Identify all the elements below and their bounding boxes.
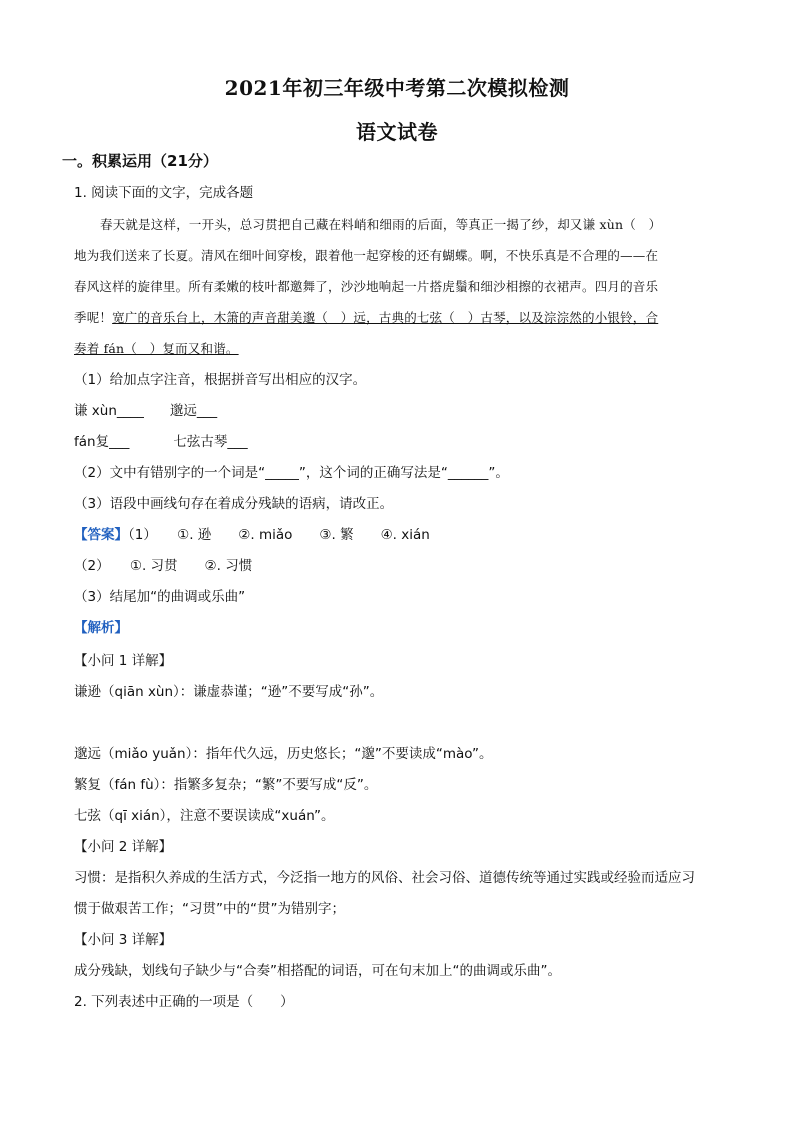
- passage-line-3: 春风这样的旋律里。所有柔嫩的枝叶都邀舞了，沙沙地响起一片搭虎鬚和细沙相擦的衣裙声。四月的音乐: [74, 279, 659, 294]
- detail-2-line-2: 惯于做艰苦工作；“习贯”中的“贯”为错别字；: [74, 901, 345, 917]
- passage-line-4-plain: 季呢！: [74, 310, 113, 325]
- analysis-label: 【解析】: [74, 620, 128, 636]
- answer-1: （1） ①. 逊 ②. miǎo ③. 繁 ④. xián: [128, 527, 430, 543]
- detail-3-line-1: 成分残缺，划线句子缺少与“合奏”相搭配的词语，可在句末加上“的曲调或乐曲”。: [74, 963, 561, 979]
- question-1-prompt: 1. 阅读下面的文字，完成各题: [74, 185, 254, 201]
- exam-subtitle: 语文试卷: [356, 120, 438, 144]
- passage-line-5: 奏着 fán（ ）复而又和谐。: [74, 341, 239, 356]
- sub-question-1: （1）给加点字注音，根据拼音写出相应的汉字。: [74, 372, 367, 388]
- passage-line-4-underlined: 宽广的音乐台上，木箫的声音甜美邈（ ）远，古典的七弦（ ）古琴，以及淙淙然的小银铃，合: [112, 310, 659, 325]
- detail-1-line-3: 繁复（fán fù）：指繁多复杂；“繁”不要写成“反”。: [74, 777, 378, 793]
- fill-row-1: [74, 402, 734, 420]
- fill-fan: fán复___: [74, 434, 130, 450]
- sub-question-2: （2）文中有错别字的一个词是“_____”，这个词的正确写法是“______”。: [74, 465, 509, 481]
- passage-line-4: [74, 309, 734, 327]
- detail-1-line-1: 谦逊（qiān xùn）：谦虚恭谨；“逊”不要写成“孙”。: [74, 684, 384, 700]
- detail-2-label: 【小问 2 详解】: [74, 839, 173, 855]
- answer-3: （3）结尾加“的曲调或乐曲”: [74, 589, 246, 605]
- fill-xun: 谦 xùn____: [74, 403, 144, 419]
- answer-2: （2） ①. 习贯 ②. 习惯: [74, 558, 253, 574]
- detail-1-line-4: 七弦（qī xián），注意不要误读成“xuán”。: [74, 808, 335, 824]
- question-2-prompt: 2. 下列表述中正确的一项是（ ）: [74, 994, 294, 1010]
- section-heading: 一。积累运用（21分）: [62, 152, 218, 170]
- passage-line-1: 春天就是这样，一开头，总习贯把自己藏在料峭和细雨的后面，等真正一揭了纱，却又谦 xùn（ ）: [100, 217, 662, 232]
- detail-3-label: 【小问 3 详解】: [74, 932, 173, 948]
- passage-line-2: 地为我们送来了长夏。清风在细叶间穿梭，跟着他一起穿梭的还有蝴蝶。啊，不快乐真是不合理的——在: [74, 248, 659, 263]
- answer-label: 【答案】: [74, 527, 128, 543]
- detail-2-line-1: 习惯：是指积久养成的生活方式，今泛指一地方的风俗、社会习俗、道德传统等通过实践或经验而适应习: [74, 870, 695, 886]
- answer-row-1: [74, 526, 734, 544]
- detail-1-line-2: 邈远（miǎo yuǎn）：指年代久远，历史悠长；“邈”不要读成“mào”。: [74, 746, 493, 762]
- fill-row-2: [74, 433, 734, 451]
- detail-1-label: 【小问 1 详解】: [74, 653, 173, 669]
- fill-miao: 邈远___: [169, 403, 218, 419]
- exam-title: 2021年初三年级中考第二次模拟检测: [224, 76, 570, 100]
- fill-xian: 七弦古琴___: [173, 434, 248, 450]
- sub-question-3: （3）语段中画线句存在着成分残缺的语病，请改正。: [74, 496, 394, 512]
